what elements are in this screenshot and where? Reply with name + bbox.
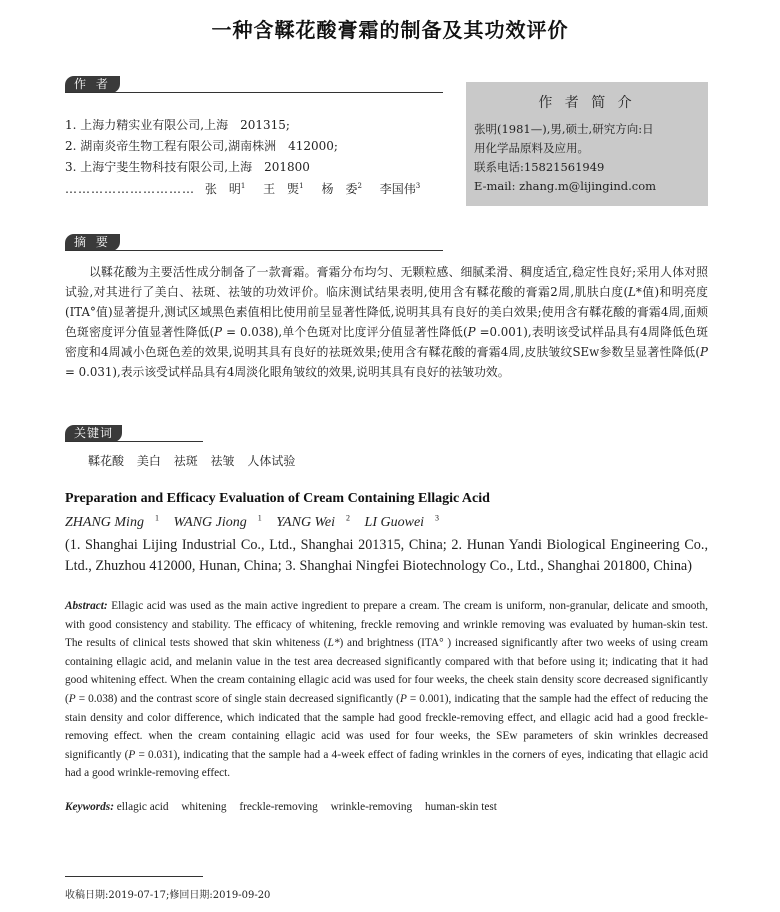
author-en: WANG Jiong $^1$ — [173, 513, 262, 530]
keywords-section-tag: 关键词 — [65, 425, 122, 442]
author-cn: 张 明$^1$ — [204, 182, 246, 196]
received-dates: 收稿日期:2019-07-17;修回日期:2019-09-20 — [65, 890, 271, 901]
keyword-cn: 祛皱 — [210, 454, 235, 468]
abstract-section-tag: 摘 要 — [65, 234, 120, 251]
keyword-en: ellagic acid — [116, 801, 169, 813]
english-keywords — [65, 801, 507, 813]
keyword-cn: 鞣花酸 — [88, 454, 125, 468]
paper-title: 一种含鞣花酸膏霜的制备及其功效评价 — [211, 18, 569, 42]
leader-dots: ………………………… — [65, 182, 195, 196]
keyword-en: wrinkle-removing — [330, 801, 413, 813]
english-affiliation: (1. Shanghai Lijing Industrial Co., Ltd., Shanghai 201315, China; 2. Hunan Yandi Biological Engineering Co., Ltd., Zhuzhou 412000, Hunan, China; 3. Shanghai Ningfei Biotechnology Co., Ltd., Shanghai 201800, China) — [65, 537, 708, 574]
author-cn: 王 煚$^1$ — [263, 182, 304, 196]
abstract-section-rule — [65, 250, 443, 251]
english-title: Preparation and Efficacy Evaluation of Cream Containing Ellagic Acid — [65, 491, 490, 506]
keyword-cn: 祛斑 — [173, 454, 198, 468]
author-cn: 李国伟$^3$ — [379, 182, 421, 196]
footer-rule — [65, 876, 203, 877]
affiliation-1: 1. 上海力精实业有限公司,上海 201315; — [65, 118, 290, 132]
abstract-cn: 以鞣花酸为主要活性成分制备了一款膏霜。膏霜分布均匀、无颗粒感、细腻柔滑、稠度适宜,稳定性良好;采用人体对照试验,对其进行了美白、祛斑、祛皱的功效评价。临床测试结果表明,使用含有鞣花酸的膏霜2周,肌肤白度(L*值)和明亮度(ITA°值)显著提升,测试区域黑色素值相比使用前呈显著性降低,说明其具有良好的美白效果;使用含有鞣花酸的膏霜4周,面颊色斑密度评分值显著性降低(P = 0.038),单个色斑对比度评分值显著性降低(P =0.001),表明该受试样品具有4周降低色斑密度和4周减小色斑色差的效果,说明其具有良好的祛斑效果;使用含有鞣花酸的膏霜4周,皮肤皱纹SEw参数呈显著性降低(P = 0.031),表示该受试样品具有4周淡化眼角皱纹的效果,说明其具有良好的祛皱功效。 — [65, 265, 709, 379]
keyword-en: whitening — [181, 801, 227, 813]
keyword-en: human-skin test — [425, 801, 497, 813]
author-intro-title: 作 者 简 介 — [538, 95, 636, 111]
keywords-label: Keywords: — [65, 801, 114, 813]
keyword-en: freckle-removing — [239, 801, 318, 813]
keyword-cn: 人体试验 — [247, 454, 296, 468]
keyword-cn: 美白 — [136, 454, 161, 468]
author-list-cn — [65, 180, 445, 197]
keywords-cn — [88, 452, 304, 469]
author-cn: 杨 委$^2$ — [321, 182, 362, 196]
english-abstract: Abstract: Ellagic acid was used as the main active ingredient to prepare a cream. The cream is uniform, non-granular, delicate and smooth, with good consistency and stability. The efficacy of whitening, freckle removing and wrinkle removing was evaluated by human-skin test. The results of clinical tests showed that skin whiteness (L*) and brightness (ITA° ) increased significantly after two weeks of using cream containing ellagic acid, and melanin value in the test area decreased significantly compared with that before using it; indicating that it had good whitening effect. When the cream containing ellagic acid was used for four weeks, the cheek stain density score decreased significantly (P = 0.038) and the contrast score of single stain decreased significantly (P = 0.001), indicating that the sample had the effect of reducing the stain density and color difference, which indicated that the sample had good freckle-removing effect, and ellagic acid had a good freckle-removing effect. when the cream containing ellagic acid was used for four weeks, the SEw parameters of skin wrinkles decreased significantly (P = 0.031), indicating that the sample had a 4-week effect of fading wrinkles in the corners of eyes, indicating that ellagic acid had a good wrinkle-removing effect. — [65, 600, 708, 780]
author-intro-phone: 联系电话:15821561949 — [474, 160, 605, 174]
authors-section-rule — [65, 92, 443, 93]
authors-section-tag: 作 者 — [65, 76, 120, 93]
affiliation-3: 3. 上海宁斐生物科技有限公司,上海 201800 — [65, 160, 310, 174]
affiliation-2: 2. 湖南炎帝生物工程有限公司,湖南株洲 412000; — [65, 139, 338, 153]
author-en: YANG Wei $^2$ — [276, 513, 351, 530]
author-intro-box — [466, 82, 708, 206]
author-intro-email: E-mail: zhang.m@lijingind.com — [474, 179, 657, 193]
keywords-section-rule — [65, 441, 203, 442]
author-intro-line: 张明(1981—),男,硕士,研究方向:日 — [474, 122, 654, 136]
author-en: LI Guowei $^3$ — [364, 513, 440, 530]
author-intro-line: 用化学品原料及应用。 — [474, 141, 589, 155]
english-authors — [65, 513, 450, 531]
author-en: ZHANG Ming $^1$ — [65, 513, 159, 530]
